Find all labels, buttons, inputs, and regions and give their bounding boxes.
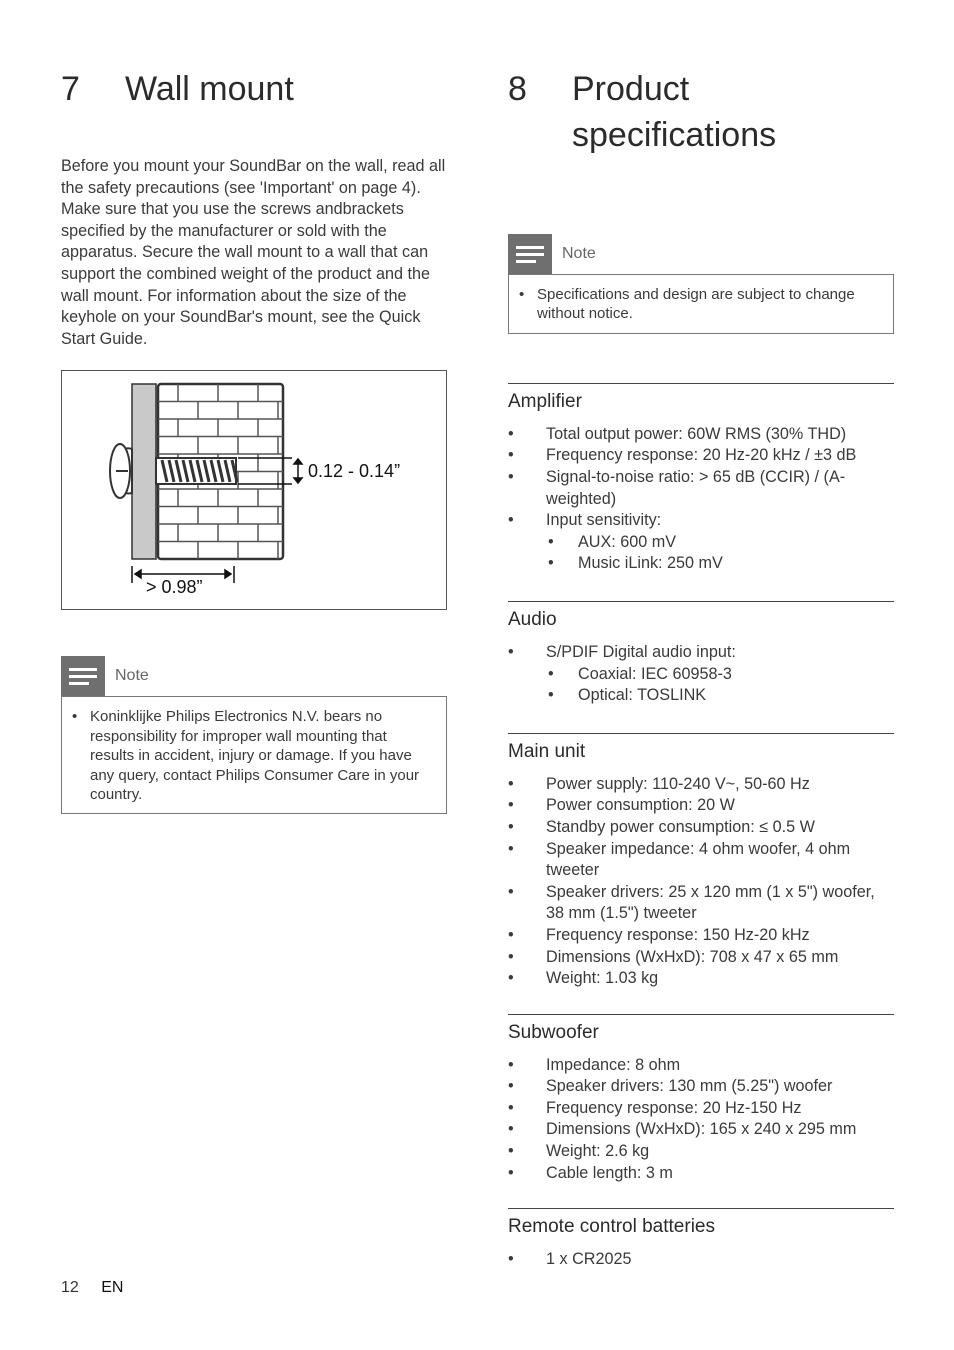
note-title: Note xyxy=(562,245,596,262)
spec-item-text: Frequency response: 150 Hz-20 kHz xyxy=(546,925,810,944)
spec-list xyxy=(508,642,894,707)
spec-section-title: Remote control batteries xyxy=(508,1216,715,1238)
spec-item-text: Dimensions (WxHxD): 165 x 240 x 295 mm xyxy=(546,1120,857,1139)
spec-item xyxy=(508,642,894,707)
spec-item-text: Dimensions (WxHxD): 708 x 47 x 65 mm xyxy=(546,947,839,966)
intro-paragraph: Make sure that you use the screws andbrackets specified by the manufacturer or sold with the apparatus. Secure the wall mount to a wall that can support the combined weight of the product and the wall mount. For information about the size of the keyhole on your SoundBar's mount, see the Quick Start Guide. xyxy=(61,200,430,348)
note-header xyxy=(508,234,894,274)
spec-sections xyxy=(508,383,894,1271)
spec-item xyxy=(508,1119,894,1141)
chapter-title xyxy=(572,66,894,158)
spec-section-title: Main unit xyxy=(508,740,586,762)
spec-section xyxy=(508,383,894,575)
spec-item xyxy=(508,795,894,817)
spec-item xyxy=(508,968,894,990)
spec-item xyxy=(508,510,894,575)
spec-subitem: • Coaxial: IEC 60958-3 xyxy=(546,664,894,686)
spec-item xyxy=(508,1163,894,1185)
note-title: Note xyxy=(115,667,149,685)
spec-item xyxy=(508,882,894,925)
note-box xyxy=(508,274,894,334)
spec-item-text: Weight: 2.6 kg xyxy=(546,1142,650,1161)
spec-item-text: Power supply: 110-240 V~, 50-60 Hz xyxy=(546,774,810,793)
spec-sublist xyxy=(546,664,894,707)
note-item: • Koninklijke Philips Electronics N.V. bears no responsibility for improper wall mounting that results in accident, injury or damage. If you have any query, contact Philips Consumer Care in your country. xyxy=(72,707,432,804)
note-header xyxy=(61,656,447,696)
spec-item xyxy=(508,839,894,882)
wall-mount-intro xyxy=(61,156,447,350)
spec-section-title: Subwoofer xyxy=(508,1021,599,1043)
chapter-title-line: specifications xyxy=(572,116,777,154)
note-item: • Specifications and design are subject to change without notice. xyxy=(519,285,879,324)
chapter-title: Wall mount xyxy=(125,70,294,108)
note-icon xyxy=(61,656,105,696)
spec-sublist xyxy=(546,532,894,575)
depth-dimension-label: > 0.98” xyxy=(146,577,203,598)
spec-item xyxy=(508,817,894,839)
spec-item-text: Frequency response: 20 Hz-150 Hz xyxy=(546,1098,802,1117)
spec-section xyxy=(508,1208,894,1271)
intro-paragraph: Before you mount your SoundBar on the wall, read all the safety precautions (see 'Important' on page 4). xyxy=(61,157,446,197)
spec-item-text: 1 x CR2025 xyxy=(546,1250,632,1269)
spec-section-title: Amplifier xyxy=(508,390,582,412)
note-icon xyxy=(508,234,552,274)
spec-item xyxy=(508,424,894,446)
spec-item-text: Impedance: 8 ohm xyxy=(546,1055,681,1074)
spec-section xyxy=(508,601,894,707)
spec-item-text: Signal-to-noise ratio: > 65 dB (CCIR) / (A-weighted) xyxy=(546,468,846,508)
spec-item-text: Input sensitivity: xyxy=(546,511,662,530)
spec-item xyxy=(508,1141,894,1163)
wall-mount-diagram xyxy=(61,370,447,610)
spec-item-text: Frequency response: 20 Hz-20 kHz / ±3 dB xyxy=(546,446,857,465)
spec-item-text: Power consumption: 20 W xyxy=(546,796,735,815)
page-number: 12 xyxy=(61,1279,79,1296)
spec-item xyxy=(508,1249,894,1271)
height-dimension-label: 0.12 - 0.14” xyxy=(308,461,401,482)
spec-subitem: • Music iLink: 250 mV xyxy=(546,553,894,575)
wall-mount-note xyxy=(61,656,447,814)
spec-list xyxy=(508,424,894,575)
specifications-note xyxy=(508,234,894,334)
chapter-title-line: Product xyxy=(572,70,690,108)
chapter-heading-wall-mount xyxy=(61,66,447,112)
spec-item-text: Cable length: 3 m xyxy=(546,1163,673,1182)
spec-item-text: Speaker drivers: 130 mm (5.25") woofer xyxy=(546,1077,833,1096)
spec-item-text: Standby power consumption: ≤ 0.5 W xyxy=(546,817,815,836)
spec-subitem: • AUX: 600 mV xyxy=(546,532,894,554)
spec-item-text: Speaker drivers: 25 x 120 mm (1 x 5") woofer, 38 mm (1.5") tweeter xyxy=(546,882,875,923)
spec-item xyxy=(508,947,894,969)
spec-item xyxy=(508,467,894,510)
chapter-heading-product-specifications xyxy=(508,66,894,158)
spec-item-text: S/PDIF Digital audio input: xyxy=(546,642,736,661)
spec-item xyxy=(508,445,894,467)
right-column xyxy=(508,66,894,1271)
spec-section xyxy=(508,733,894,990)
chapter-number: 8 xyxy=(508,70,527,108)
spec-list xyxy=(508,1249,894,1271)
spec-subitem: • Optical: TOSLINK xyxy=(546,685,894,707)
left-column xyxy=(61,66,447,814)
language-code: EN xyxy=(101,1279,124,1296)
spec-item xyxy=(508,1055,894,1077)
chapter-number: 7 xyxy=(61,70,80,108)
screw-diagram-graphic xyxy=(62,371,446,609)
spec-section-title: Audio xyxy=(508,608,557,630)
spec-list xyxy=(508,774,894,990)
spec-item-text: Weight: 1.03 kg xyxy=(546,969,659,988)
note-box xyxy=(61,696,447,814)
spec-section xyxy=(508,1014,894,1185)
spec-list xyxy=(508,1055,894,1185)
spec-item-text: Total output power: 60W RMS (30% THD) xyxy=(546,424,847,443)
page-footer xyxy=(61,1279,123,1297)
spec-item xyxy=(508,925,894,947)
spec-item xyxy=(508,1076,894,1098)
spec-item-text: Speaker impedance: 4 ohm woofer, 4 ohm tweeter xyxy=(546,839,851,880)
spec-item xyxy=(508,774,894,796)
spec-item xyxy=(508,1098,894,1120)
